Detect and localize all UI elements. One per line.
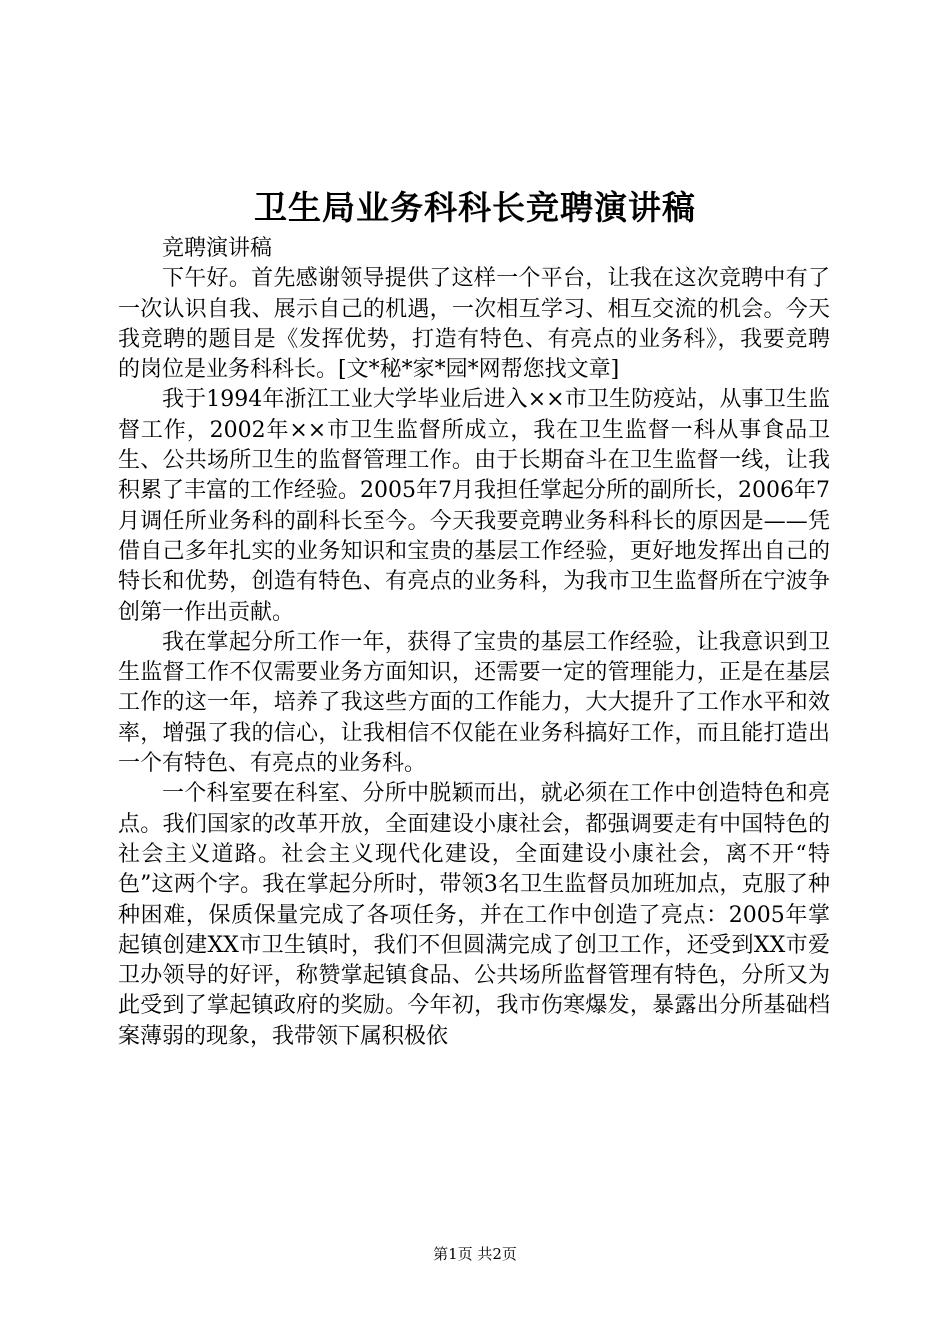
paragraph-heading: 竞聘演讲稿: [162, 236, 273, 261]
page-footer: 第1页 共2页: [433, 1245, 517, 1263]
paragraph-experience: 我在掌起分所工作一年，获得了宝贵的基层工作经验，让我意识到卫生监督工作不仅需要业务方面知识，还需要一定的管理能力，正是在基层工作的这一年，培养了我这些方面的工作能力，大大提升了工作水平和效率，增强了我的信心，让我相信不仅能在业务科搞好工作，而且能打造出一个有特色、有亮点的业务科。: [118, 629, 830, 777]
paragraph-opening: 下午好。首先感谢领导提供了这样一个平台，让我在这次竞聘中有了一次认识自我、展示自己的机遇，一次相互学习、相互交流的机会。今天我竞聘的题目是《发挥优势，打造有特色、有亮点的业务科》，我要竞聘的岗位是业务科科长。[文*秘*家*园*网帮您找文章]: [118, 266, 830, 383]
paragraph-features: 一个科室要在科室、分所中脱颖而出，就必须在工作中创造特色和亮点。我们国家的改革开放，全面建设小康社会，都强调要走有中国特色的社会主义道路。社会主义现代化建设，全面建设小康社会，离不开“特色”这两个字。我在掌起分所时，带领3名卫生监督员加班加点，克服了种种困难，保质保量完成了各项任务，并在工作中创造了亮点：2005年掌起镇创建XX市卫生镇时，我们不但圆满完成了创卫工作，还受到XX市爱卫办领导的好评，称赞掌起镇食品、公共场所监督管理有特色，分所又为此受到了掌起镇政府的奖励。今年初，我市伤寒爆发，暴露出分所基础档案薄弱的现象，我带领下属积极依: [118, 781, 830, 1049]
document-title: 卫生局业务科科长竞聘演讲稿: [254, 188, 696, 227]
paragraph-background: 我于1994年浙江工业大学毕业后进入××市卫生防疫站，从事卫生监督工作，2002年××市卫生监督所成立，我在卫生监督一科从事食品卫生、公共场所卫生的监督管理工作。由于长期奋斗在卫生监督一线，让我积累了丰富的工作经验。2005年7月我担任掌起分所的副所长，2006年7月调任所业务科的副科长至今。今天我要竞聘业务科科长的原因是——凭借自己多年扎实的业务知识和宝贵的基层工作经验，更好地发挥出自己的特长和优势，创造有特色、有亮点的业务科，为我市卫生监督所在宁波争创第一作出贡献。: [118, 387, 830, 625]
document-body: [118, 234, 830, 1052]
